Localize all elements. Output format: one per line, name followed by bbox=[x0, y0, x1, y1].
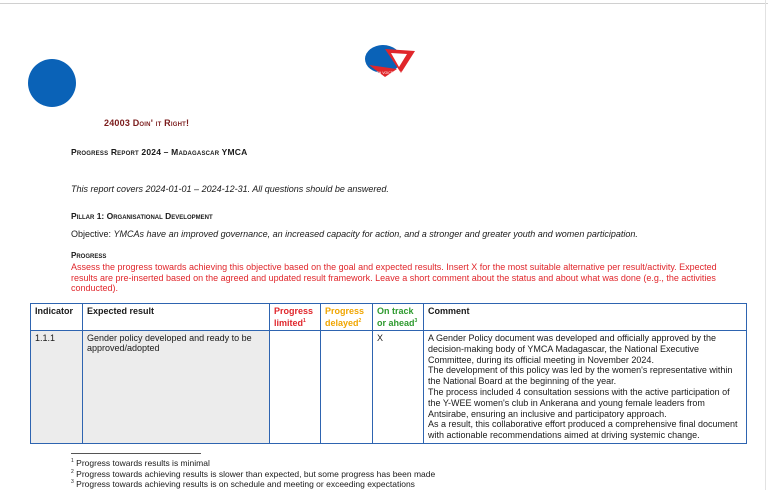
comment-text: A Gender Policy document was developed and officially approved by the decision-making body of YMCA Madagascar, the National Executive Committee, during its official meeting in November 2024. The development of this policy was led by the women's representative within the National Board at the beginning of the year. The process included 4 consultation sessions with the active participation of the Y-WEE women's club in Ankerana and young female leaders from Antsirabe, ensuring an inclusive and participatory approach. As a result, this collaborative effort produced a comprehensive final document with actionable recommendations aimed at driving systemic change. bbox=[428, 333, 738, 441]
cell-indicator[interactable]: 1.1.1 bbox=[31, 331, 83, 444]
header-progress-delayed: Progress delayed$^2$ bbox=[321, 304, 373, 331]
progress-table bbox=[30, 303, 747, 444]
cell-expected-result[interactable]: Gender policy developed and ready to be approved/adopted bbox=[83, 331, 270, 444]
header-expected-result: Expected result bbox=[83, 304, 270, 331]
header-on-track: On track or ahead$^3$ bbox=[373, 304, 424, 331]
objective-label: Objective: bbox=[71, 229, 112, 239]
header-comment: Comment bbox=[424, 304, 747, 331]
footnote-separator bbox=[71, 453, 201, 454]
cell-comment[interactable] bbox=[424, 331, 747, 444]
header-indicator: Indicator bbox=[31, 304, 83, 331]
cell-on-track[interactable]: X bbox=[373, 331, 424, 444]
ymca-logo-icon bbox=[361, 43, 417, 79]
coverage-note: This report covers 2024-01-01 – 2024-12-31. All questions should be answered. bbox=[71, 184, 389, 194]
footnote-2: $^2$ Progress towards achieving results is slower than expected, but some progress has been made bbox=[71, 469, 436, 479]
pillar-heading: Pillar 1: Organisational Development bbox=[71, 211, 213, 221]
project-reference: 24003 Doin' it Right! bbox=[104, 118, 190, 128]
table-header-row bbox=[31, 304, 747, 331]
footnote-1: $^1$ Progress towards results is minimal bbox=[71, 458, 210, 468]
objective-text: YMCAs have an improved governance, an increased capacity for action, and a stronger and greater youth and women participation. bbox=[113, 229, 638, 239]
footnote-3: $^3$ Progress towards achieving results is on schedule and meeting or exceeding expectations bbox=[71, 479, 415, 489]
header-progress-limited: Progress limited$^1$ bbox=[270, 304, 321, 331]
progress-instructions: Assess the progress towards achieving this objective based on the goal and expected results. Insert X for the most suitable alternative per result/activity. Expected results are pre-inserted based on the agreed and updated result framework. Leave a short comment about the status and about what was done (e.g., the activities conducted). bbox=[71, 262, 717, 293]
cell-progress-limited[interactable] bbox=[270, 331, 321, 444]
report-title: Progress Report 2024 – Madagascar YMCA bbox=[71, 147, 248, 157]
blue-circle-mark bbox=[28, 59, 76, 107]
page-right-border bbox=[765, 0, 766, 490]
logo-caption: YOUTH VOICE IN CREATION bbox=[369, 71, 417, 75]
table-row bbox=[31, 331, 747, 444]
page-top-border bbox=[0, 3, 768, 4]
progress-heading: Progress bbox=[71, 251, 107, 260]
cell-progress-delayed[interactable] bbox=[321, 331, 373, 444]
objective-line bbox=[71, 229, 638, 239]
